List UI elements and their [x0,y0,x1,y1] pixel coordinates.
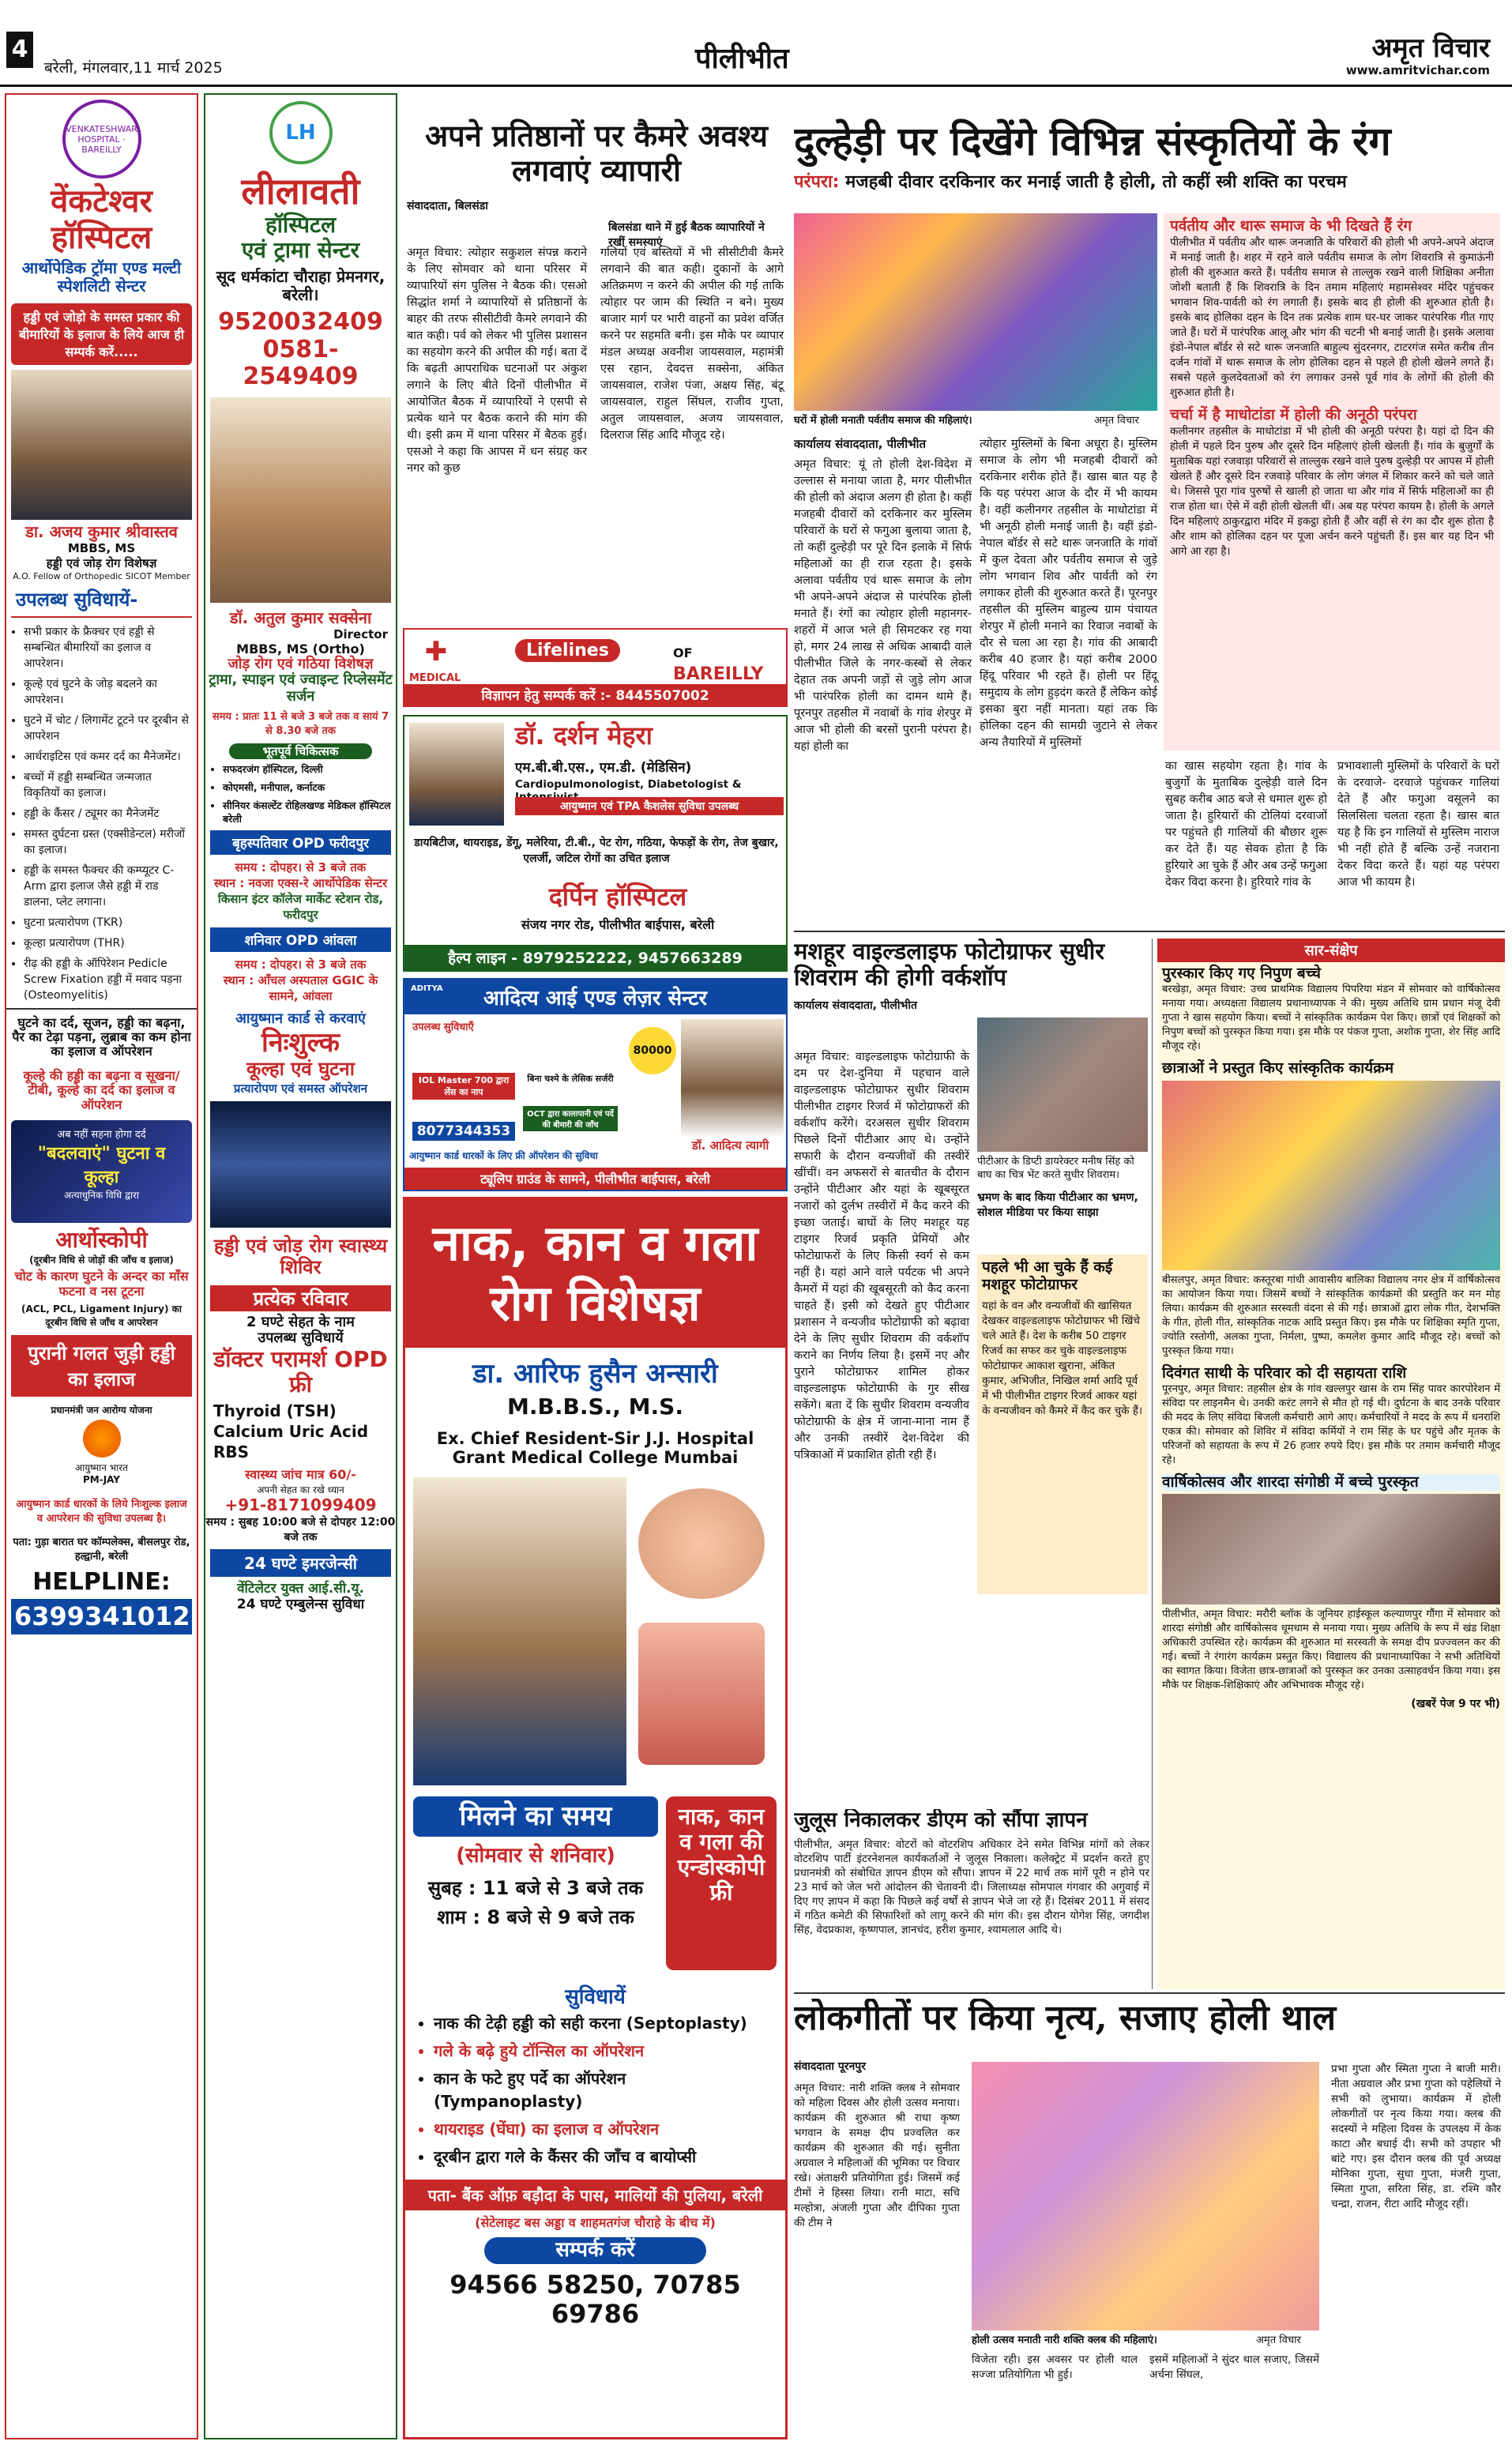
folk-photo [972,2062,1319,2330]
doctor-name: डॉ. अतुल कुमार सक्सेना [229,607,372,627]
ent-address2: (सेटेलाइट बस अड्डा व शाहमतगंज चौराहे के बीच में) [475,2215,716,2231]
story-kicker: बिलसंडा थाने में हुई बैठक व्यापारियों ने रखीं समस्याएं [608,221,765,249]
story-body-col4: प्रभावशाली मुस्लिमों के परिवारों के घरों के दरवाजे- दरवाजे पहुंचकर गालियां देते हैं और फगुआ वसूलने का सिलसिला चलता रहता है। खास बात यह है कि इन गालियों से मुस्लिम नाराज भी नहीं होते हैं बल्कि उन्हें नजराना देकर विदा करते हैं। यहां यह परंपरा आज भी कायम है। [1337,760,1499,889]
facility-item: • रीढ़ की हड्डी के ऑपिरेशन Pedicle Screw Fixation हड्डी में मवाद पड़ना (Osteomyelitis) [24,956,190,1003]
aditya-iol: IOL Master 700 द्वारा लेंस का नाप [412,1073,515,1100]
arthroscopy-text: चोट के कारण घुटने के अन्दर का माँस फटना व नस टूटना [14,1269,189,1299]
lifelines-logo: ✚ [424,636,448,668]
ent-title-line1: नाक, कान व गला [432,1214,758,1272]
aditya-address: ट्यूलिप ग्राउंड के सामने, पीलीभीत बाईपास, बरेली [404,1168,786,1190]
meet-evening: शाम : 8 बजे से 9 बजे तक [437,1906,634,1929]
pmjay-title: प्रधानमंत्री जन आरोग्य योजना [51,1404,152,1416]
story-dateline: संवाददाता, बिलसंडा [407,200,488,213]
ambulance-label: 24 घण्टे एम्बुलेन्स सुविधा [236,1597,365,1612]
camp-opd: डॉक्टर परामर्श OPD फ्री [213,1346,388,1398]
leelawati-sub2: एवं ट्रामा सेन्टर [241,237,360,264]
inset-box [977,1254,1148,1594]
meet-days: (सोमवार से शनिवार) [456,1843,615,1868]
story-headline: जुलूस निकालकर डीएम को सौंपा ज्ञापन [794,1809,1088,1832]
doctor-degree: MBBS, MS (Ortho) [236,641,365,656]
facility-item: • दूरबीन द्वारा गले के कैंसर की जाँच व बायोप्सी [434,2146,777,2169]
story-body-col1: अमृत विचार: यूं तो होली देश-विदेश में उल्लास से मनाया जाता है, मगर पीलीभीत की होली को अंदाज अलग ही होता है। कहीं मजहबी दीवारों को दरकिनार कर मुस्लिम परिवारों के घरों से फगुआ बुलाया जाता है, तो कहीं दुल्हेड़ी पर पूरे दिन इलाके में सिर्फ महिलाओं का ही राज रहता है। इसके अलावा पर्वतीय एवं थारू समाज के लोग भी अपने-अपने अंदाज से पारंपरिक होली मनाते हैं। रंगों का त्योहार होली महानगर-शहरों में आज भले ही सिमटकर रह गया हो, मगर 24 लाख से अधिक आबादी वाले पीलीभीत जिले के नगर-कस्बों से लेकर देहात तक अपनी जड़ों से जुड़े लोग आज भी पारंपरिक होली का दामन थामे हैं। पूरनपुर तहसील में नवाबों के गांव शेरपुर में आज भी होली की बरसों पुरानी परंपरा है। यहां होली का [794,458,972,753]
story-body-col2b: इसमें महिलाओं ने सुंदर थाल सजाए, जिसमें अर्चना सिंघल, [1149,2353,1319,2381]
ayushman-title: आयुष्मान कार्ड से करवाएं [235,1010,366,1027]
lifelines-of: OF [673,645,693,660]
old-fracture-title: पुरानी गलत जुड़ी हड्डी का इलाज [11,1335,192,1397]
ad-aditya [403,978,788,1191]
brief-more: (खबरें पेज 9 पर भी) [1411,1698,1500,1711]
knee-xray-image [210,1101,391,1228]
photo-credit: अमृत विचार [1256,2334,1301,2346]
brief2-body: बीसलपुर, अमृत विचार: कस्तूरबा गांधी आवासीय बालिका विद्यालय नगर क्षेत्र में वार्षिकोत्सव का आयोजन किया गया। जिसमें बच्चों ने सांस्कृतिक कार्यक्रमों की प्रस्तुति कर मन मोह लिया। कार्यक्रम की शुरुआत सरस्वती वंदना से की गई। छात्राओं द्वारा लोक गीत, देशभक्ति के गीत, होली गीत, सांस्कृतिक नाटक आदि प्रस्तुत किए। इस मौके पर शिक्षिका स्मृति गुप्ता, ज्योति रस्तोगी, अलका गुप्ता, निर्मला, पुष्पा, कमलेश कुमार आदि मौजूद रहे। बच्चों को पुरस्कृत किया गया। [1162,1273,1500,1357]
box2-body: कलीनगर तहसील के माधोटांडा में भी होली की अनूठी परंपरा है। यहां दो दिन की होली में पहले दिन पुरुष और दूसरे दिन महिलाएं होली खेलती हैं। गांव के बुजुर्गों के मुताबिक यहां रजवाड़ा परिवारों से ताल्लुक रखने वाले पुरुष दुल्हेड़ी पर आपस में होली खेलते हैं और दूसरे दिन रजवाड़े परिवार के लोग जंगल में शिकार करने को चले जाते थे। जिससे पूरा गांव पुरुषों से खाली हो जाता था और गांव में सिर्फ महिलाओं का ही राज होता था। ऐसे में वही होली खेलती थीं। अब यह परंपरा कायम है। होली के अगले दिन महिलाएं ठाकुरद्वारा मंदिर में इकट्ठा होती हैं और वहीं से रंग का दौर शुरू होता है और शाम को होलिका दहन पर पूजा अर्चन करने पहुंचती हैं। इस बार यह दिन भी आगे आ रहा है। [1170,424,1494,558]
opd2-place: स्थान : आँचल अस्पताल GGIC के सामने, आंवला [223,972,378,1003]
doctor-photo [681,1019,784,1138]
diseases-list: डायबिटीज, थायराइड, डेंगू, मलेरिया, टी.बी., पेट रोग, गठिया, फेफड़ों के रोग, तेज बुखार, एलर्जी, जटिल रोगों का उचित इलाज [414,837,779,865]
brief4-title: वार्षिकोत्सव और शारदा संगोष्ठी में बच्चे पुरस्कृत [1162,1474,1500,1491]
ayushman-text: आयुष्मान कार्ड धारकों के लिये निःशुल्क इलाज व आपरेशन की सुविधा उपलब्ध है। [16,1498,187,1525]
story-body-col2: त्योहार मुस्लिमों के बिना अधूरा है। मुस्लिम समाज के लोग भी मजहबी दीवारों को दरकिनार शरीक होते हैं। खास बात यह है कि यह परंपरा आज के दौर में भी कायम है। वहीं कलीनगर तहसील के माधोटांडा में भी अनूठी होली मनाई जाती है। वहीं इंडो-नेपाल बॉर्डर से सटे थारू जनजाति के गांवों में कुल देवता और पर्वतीय समाज से जुड़े लोग भगवान शिव और पार्वती को रंग लगाकर होली की शुरुआत करते हैं। पूरनपुर तहसील की मुस्लिम बाहुल्य ग्राम पंचायत शेरपुर में होली मनाने का रिवाज नवाबों के दौर से चला आ रहा है। गांव की आबादी करीब 40 हजार है। यहां करीब 2000 हिंदू परिवार भी रहते हैं। होली पर हिंदू समुदाय के लोग हुड़दंग करते हैं लेकिन कोई इसका बुरा नहीं मानता। यहां तक कि होलिका दहन की सामग्री जुटाने से लेकर अन्य तैयारियों में मुस्लिमों [980,438,1157,749]
ad-leelawati [204,93,397,2439]
brief2-photo [1162,1081,1500,1270]
brand-logo: अमृत विचार [1371,32,1490,64]
photo-credit: अमृत विचार [1094,415,1139,427]
hospital-name: वेंकटेश्वर हॉस्पिटल [51,183,152,256]
lifelines-brand: Lifelines [515,639,620,662]
doctor-degree: M.B.B.S., M.S. [507,1394,683,1420]
story-headline: लोकगीतों पर किया नृत्य, सजाए होली थाल [794,1999,1337,2038]
opd1-address: किसान इंटर कॉलेज मार्केट स्टेशन रोड, फरीदपुर [217,891,384,922]
facility-item: • कूल्हा प्रत्यारोपण (THR) [24,935,190,951]
story-body-col1: अमृत विचार: त्योहार सकुशल संपन्न कराने के लिए सोमवार को थाना परिसर में व्यापारियों संग पुलिस ने बैठक की। एसओ सिद्धांत शर्मा ने व्यापारियों से प्रतिष्ठानों के बाहर की तरफ सीसीटीवी कैमरे लगवाने की बात कही। पर्व को लेकर भी पुलिस प्रशासन का सहयोग करने की अपील की गई। बता दें कि बढ़ती आपराधिक घटनाओं पर अंकुश लगाने के लिए बीते दिनों पीलीभीत में आयोजित बैठक में व्यापारियों ने एसपी से प्रत्येक थाने पर बैठक कराने की मांग की थी। इसी क्रम में थाना परिसर में बैठक हुई। एसओ ने कहा कि आपस में धन संग्रह कर नगर को कुछ [407,246,587,475]
ad-ent [403,1197,788,2439]
ad-lifelines [403,628,788,707]
free-sub: प्रत्यारोपण एवं समस्त ऑपरेशन [233,1081,368,1096]
aditya-lasik: बिना चश्मे के लेसिक सर्जरी [527,1074,614,1084]
brief2-title: छात्राओं ने प्रस्तुत किए सांस्कृतिक कार्यक्रम [1162,1059,1394,1077]
subheadline-label: परंपरा: [794,171,840,192]
brief1-title: पुरस्कार किए गए निपुण बच्चे [1162,965,1321,982]
story-headline: मशहूर वाइल्डलाइफ फोटोग्राफर सुधीर शिवराम की होगी वर्कशॉप [794,939,1105,991]
story-body-col1: अमृत विचार: नारी शक्ति क्लब ने सोमवार को महिला दिवस और होली उत्सव मनाया। कार्यक्रम की शुरुआत श्री राधा कृष्ण भगवान के समक्ष दीप प्रज्वलित कर कार्यक्रम की शुरुआत की गई। सुनीता अग्रवाल ने महिलाओं की भूमिका पर विचार रखे। अंताक्षरी प्रतियोगिता हुई। जिसमें कई टीमों ने हिस्सा लिया। रानी माटा, सचि मल्होत्रा, अंजली गुप्ता और दीपिका गुप्ता की टीम ने [794,2082,960,2229]
brief4-photo [1162,1494,1500,1604]
box2-title: चर्चा में है माधोटांडा में होली की अनूठी परंपरा [1170,405,1417,423]
facility-item: • गले के बढ़े हुये टॉन्सिल का ऑपरेशन [434,2040,777,2063]
doctor-name: डॉ. आदित्य त्यागी [691,1138,769,1153]
brief-title: सार-संक्षेप [1157,939,1505,962]
doctor-spec2: ट्रामा, स्पाइन एवं ज्वाइन्ट रिप्लेसमेंट सर्जन [209,671,393,705]
masthead [0,0,1512,87]
emergency-label: 24 घण्टे इमरजेन्सी [210,1549,391,1577]
inset-body: यहां के वन और वन्यजीवों की खासियत देखकर वाइल्डलाइफ फोटोग्राफर भी खिंचे चले आते हैं। देश के करीब 50 टाइगर रिजर्व का सफर कर चुके वाइल्डलाइफ फोटोग्राफर आकाश खुराना, अंकित कुमार, अभिजीत, निखिल शर्मा आदि पूर्व में भी पीलीभीत टाइगर रिजर्व आकर यहां के वन्यजीवन को कैमरे में कैद कर चुके हैं। [982,1299,1143,1417]
hospital-address: पता: गुड़ा बारात घर कॉम्पलेक्स, बीसलपुर रोड, हल्द्वानी, बरेली [13,1536,190,1563]
photo-caption: घरों में होली मनाती पर्वतीय समाज की महिलाएं। [794,415,972,427]
meet-morning: सुबह : 11 बजे से 3 बजे तक [427,1876,644,1899]
story-headline: अपने प्रतिष्ठानों पर कैमरे अवश्य लगवाएं व्यापारी [425,118,768,188]
story-body: अमृत विचार: वाइल्डलाइफ फोटोग्राफी के दम पर देश-दुनिया में पहचान वाले वाइल्डलाइफ फोटोग्राफर सुधीर शिवराम पीलीभीत टाइगर रिजर्व में फोटोग्राफरों की वर्कशॉप करेंगे। दरअसल सुधीर शिवराम पिछले दिनों पीटीआर आए थे। उन्होंने सफारी के दौरान वन्यजीवों की तस्वीरें खींचीं। वन अफसरों से बातचीत के दौरान उन्होंने पीटीआर और यहां के खूबसूरत नजारों को दुर्लभ तस्वीरों में कैद करने की इच्छा जताई। बाघों के लिए मशहूर यह टाइगर रिजर्व प्रकृति प्रेमियों और फोटोग्राफरों के लिए किसी स्वर्ग से कम नहीं है। यहां आने वाले पर्यटक भी अपने कैमरों में यहां की खूबसूरती को कैद करना चाहते हैं। इसी को देखते हुए पीटीआर प्रशासन ने वन्यजीव फोटोग्राफी को बढ़ावा देने के लिए सुधीर शिवराम की वर्कशॉप कराने का निर्णय लिया है। इसमें नए और पुराने फोटोग्राफर शामिल होकर वाइल्डलाइफ फोटोग्राफी के गुर सीख सकेंगे। बता दें कि सुधीर शिवराम वन्यजीव फोटोग्राफी के क्षेत्र में जाना-माना नाम हैं और उनकी तस्वीरें देश-विदेश की पत्रिकाओं में प्रकाशित होती रही हैं। [794,1051,969,1461]
aditya-phone: 8077344353 [412,1122,515,1141]
aditya-offer: आयुष्मान कार्ड धारकों के लिए फ्री ऑपरेशन की सुविधा [409,1150,598,1161]
meet-title: मिलने का समय [413,1796,658,1837]
aditya-oct: OCT द्वारा कालापानी एवं पर्दे की बीमारी की जाँच [523,1106,618,1131]
aditya-logo: ADITYA [411,984,443,993]
story-dateline: संवाददाता पूरनपुर [794,2060,866,2073]
dateline: बरेली, मंगलवार,11 मार्च 2025 [44,59,223,77]
endoscopy-free-badge: नाक, कान व गला की एन्डोस्कोपी फ्री [666,1796,777,1970]
tests-time: समय : सुबह 10:00 बजे से दोपहर 12:00 बजे तक [205,1516,396,1544]
story-traders [407,118,786,577]
box1-title: पर्वतीय और थारू समाज के भी दिखते हैं रंग [1170,217,1412,235]
former-item: • सीनियर कंसल्टेंट रोहिलखण्ड मेडिकल हॉस्पिटल बरेली [223,799,396,826]
doctor-photo [210,397,391,603]
ent-title-line2: रोग विशेषज्ञ [490,1274,701,1332]
facility-item: • बच्चों में हड्डी सम्बन्धित जन्मजात विकृतियों का इलाज। [24,769,190,801]
section-title: पीलीभीत [695,43,789,75]
camp-facilities: उपलब्ध सुविधायें [258,1330,344,1347]
knee-badge-line: अब नहीं सहना होगा दर्द [57,1128,146,1141]
camp-title: हड्डी एवं जोड़ रोग स्वास्थ्य शिविर [213,1234,388,1279]
free-line: कूल्हा एवं घुटना [246,1057,355,1080]
doctor-name: डा. अजय कुमार श्रीवास्तव [25,522,178,541]
story-body-col3: का खास सहयोग रहता है। गांव के बुजुर्गों के मुताबिक दुल्हेड़ी वाले दिन सुबह करीब आठ बजे से धमाल शुरू हो जाता है। हुरियारों की टोलियां दरवाजों पर पहुंचते ही गालियों की बौछार शुरू कर देते हैं। यह सेवक होता है कि हुरियारे आ चुके हैं और अब उन्हें फगुआ देकर विदा करना है। हुरियारे गांव के [1165,760,1327,889]
tests-list: Thyroid (TSH) Calcium Uric Acid RBS [213,1401,369,1462]
hip-text: कूल्हे की हड्डी का बढ़ना व सूखना/ टीबी, कूल्हे का दर्द का इलाज व ऑपरेशन [23,1067,180,1112]
arthroscopy-ligament: (ACL, PCL, Ligament Injury) का दूरबीन विधि से जाँच व आपरेशन [21,1303,182,1328]
story-body: पीलीभीत, अमृत विचार: वोटरों को वोटरशिप अधिकार देने समेत विभिन्न मांगों को लेकर वोटरशिप पार्टी इंटरनेशनल कार्यकर्ताओं ने जुलूस निकाला। कलेक्ट्रेट में प्रदर्शन करते हुए प्रधानमंत्री को संबोधित ज्ञापन डीएम को सौंपा। ज्ञापन में 22 मार्च तक मांगें पूरी न होने पर 23 मार्च को जेल भरो आंदोलन की चेतावनी दी। जिलाध्यक्ष सोमपाल गंगवार की अगुवाई में दिए गए ज्ञापन में कहा कि पिछले कई वर्षों से ज्ञापन भेजे जा रहे हैं। दिसंबर 2011 में संसद में गठित कमेटी की सिफारिशों को लागू करने की मांग की। इस दौरान योगेश सिंह, जगदीश सिंह, वेदप्रकाश, कृष्णपाल, ज्ञानचंद, हरीश कुमार, श्यामलाल आदि थे। [794,1838,1149,1936]
divider [1152,939,1153,1989]
camp-sub: 2 घण्टे सेहत के नाम [246,1313,355,1330]
leelawati-logo: LH [269,101,333,164]
aditya-avail: उपलब्ध सुविधाएँ [412,1021,474,1033]
doctor-photo [11,370,192,520]
story-body-col2: गलियों एवं बस्तियों में भी सीसीटीवी कैमरे लगवाने की बात कही। दुकानों के आगे अतिक्रमण न करने की अपील की गई ताकि त्योहार पर जाम की स्थिति न बने। मुख्य बाजार मार्ग पर भारी वाहनों का प्रवेश वर्जित करने पर सहमति बनी। इस मौके पर व्यापार मंडल अध्यक्ष अवनीश जायसवाल, महामंत्री एस रहान, देवदत्त सक्सेना, अंकित जायसवाल, राजेश पंजा, अक्षय सिंह, बंटू जायसवाल, राहुल सिंघल, राजीव गुप्ता, अतुल जायसवाल, अजय जायसवाल, दिलराज सिंह आदि मौजूद रहे। [600,246,784,442]
story-dateline: कार्यालय संवाददाता, पीलीभीत [794,437,927,451]
facility-item: • घुटने में चोट / लिगामेंट टूटने पर दूरबीन से आपरेशन [24,713,190,744]
contact-label: सम्पर्क करें [484,2237,706,2264]
facilities-list [6,624,197,1003]
leelawati-name: लीलावती [241,170,360,213]
brief-section [1157,939,1505,1989]
brief4-body: पीलीभीत, अमृत विचार: मरौरी ब्लॉक के जूनियर हाईस्कूल कल्याणपुर गौंगा में सोमवार को शारदा संगोष्ठी और वार्षिकोत्सव धूमधाम से मनाया गया। मुख्य अतिथि के रूप में खंड शिक्षा अधिकारी उपस्थित रहे। कार्यक्रम की शुरुआत मां सरस्वती के समक्ष दीप प्रज्ज्वलन कर की गई। बच्चों ने रंगारंग कार्यक्रम प्रस्तुत किए। विद्यालय की प्रधानाध्यापिका ने सभी अतिथियों का स्वागत किया। विजेता छात्र-छात्राओं को पुरस्कृत कर उनका उत्साहवर्धन किया गया। इस मौके पर शिक्षक-शिक्षिकाएं और अभिभावक मौजूद रहे। [1162,1608,1500,1692]
facility-item: • समस्त दुर्घटना ग्रस्त (एक्सीडेन्टल) मरीजों का इलाज। [24,826,190,858]
story-kicker: भ्रमण के बाद किया पीटीआर का भ्रमण, सोशल मीडिया पर किया साझा [977,1191,1138,1219]
doctor-photo [409,723,504,826]
aditya-price: 80000 [629,1027,676,1074]
photo-caption: पीटीआर के डिप्टी डायरेक्टर मनीष सिंह को बाघ का चित्र भेंट करते सुधीर शिवराम। [977,1156,1134,1181]
doctor-timing: समय : प्रातः 11 से बजे 3 बजे तक व सायं 7 से 8.30 बजे तक [212,710,389,737]
arthroscopy-sub: (दूरबीन विधि से जोड़ों की जाँच व इलाज) [29,1254,174,1266]
facilities-title: उपलब्ध सुविधायें- [11,581,192,618]
pmjay-tag: PM-JAY [82,1473,120,1485]
story-photographer [794,939,1149,1744]
lifelines-contact: विज्ञापन हेतु सम्पर्क करें :- 8445507002 [404,684,786,705]
hospital-helpline: हैल्प लाइन - 8979252222, 9457663289 [404,945,786,970]
facility-item: • आर्थराइटिस एवं कमर दर्द का मैनेजमेंट। [24,749,190,765]
hospital-address: संजय नगर रोड, पीलीभीत बाईपास, बरेली [521,917,715,932]
ad-venkateshwar [5,93,198,2439]
arthroscopy-title: आर्थोस्कोपी [55,1226,148,1253]
story-dateline: कार्यालय संवाददाता, पीलीभीत [794,999,917,1012]
holi-photo [794,213,1157,411]
doctor-degree: एम.बी.बी.एस., एम.डी. (मेडिसिन) [515,760,692,776]
doctor-degree: MBBS, MS [67,541,136,555]
ent-title [405,1199,785,1348]
tests-price: स्वास्थ्य जांच मात्र 60/- [245,1467,356,1483]
hospital-name: दर्पिन हॉस्पिटल [548,882,687,912]
opd1-place: स्थान : नवजा एक्स-रे आर्थोपेडिक सेन्टर [213,875,388,890]
doctor-experience: Ex. Chief Resident-Sir J.J. Hospital Grant Medical College Mumbai [436,1429,754,1468]
doctor-spec1: जोड़ रोग एवं गठिया विशेषज्ञ [228,655,374,672]
leelawati-phone1: 9520032409 [218,308,383,337]
knee-badge-title: "बदलवाएं" घुटना व कूल्हा [37,1143,166,1187]
leelawati-address: सूद धर्मकांटा चौराहा प्रेमनगर, बरेली। [216,267,386,305]
facility-item: • हड्डी के समस्त फैक्चर की कम्प्यूटर C-Arm द्वारा इलाज जैसे हड्डी में राड डालना, प्लेट लगाना। [24,863,190,910]
helpline-label: HELPLINE: [32,1567,171,1596]
lifelines-city: BAREILLY [673,664,764,684]
doctor-photo [413,1477,626,1785]
facility-item: • घुटना प्रत्यारोपण (TKR) [24,915,190,931]
leelawati-phone2: 0581-2549409 [243,335,359,391]
story-subheadline [794,169,1505,193]
inset-title: पहले भी आ चुके हैं कई मशहूर फोटोग्राफर [982,1258,1113,1293]
facility-item: • हड्डी के कैंसर / ट्यूमर का मैनेजमेंट [24,806,190,822]
brand-url: www.amritvichar.com [1345,63,1490,77]
doctor-name: डॉ. दर्शन मेहरा [515,720,653,750]
opd2-time: समय : दोपहर। से 3 बजे तक [235,957,367,972]
doctor-fellow: A.O. Fellow of Orthopedic SICOT Member [13,571,190,581]
ear-icon [638,1488,765,1599]
knee-banner [11,1120,192,1223]
hospital-tagline: हड्डी एवं जोड़ो के समस्त प्रकार की बीमारियों के इलाज के लिये आज ही सम्पर्क करें..... [11,303,192,365]
helpline-number: 6399341012 [11,1599,192,1634]
brief3-body: पूरनपुर, अमृत विचार: तहसील क्षेत्र के गांव खल्लपुर खास के राम सिंह पावर कारपोरेशन में संविदा पर लाइनमैन थे। उनकी करंट लगने से मौत हो गई थी। दुर्घटना के बाद उनके परिवार की मदद के लिए संविदा बिजली कर्मचारी आगे आए। कर्मचारियों ने मदद के रूप में धनराशि एकत्र की। सोमवार को शिविर में संविदा कर्मियों ने राम सिंह के घर पहुंचे और मृतक के परिजनों को सहायता के रूप में 26 हजार रुपये दिए। इस मौके पर तमाम कर्मचारी मौजूद रहे। [1162,1382,1500,1466]
story-holi [794,118,1505,924]
story-folk [794,1999,1505,2439]
photographer-photo [977,1017,1148,1152]
camp-day: प्रत्येक रविवार [210,1285,391,1311]
subheadline-text: मजहबी दीवार दरकिनार कर मनाई जाती है होली, तो कहीं स्त्री शक्ति का परचम [845,171,1347,192]
story-headline: दुल्हेड़ी पर दिखेंगे विभिन्न संस्कृतियों के रंग [794,118,1391,164]
leelawati-sub1: हॉस्पिटल [265,211,337,238]
opd1-time: समय : दोपहर। से 3 बजे तक [235,860,367,875]
hospital-logo: VENKATESHWAR HOSPITAL · BAREILLY [62,100,141,179]
opd1-title: बृहस्पतिवार OPD फरीदपुर [210,830,391,855]
former-item: • कोएमसी, मनीपाल, कर्नाटक [223,781,396,794]
facility-item: • कूल्हे एवं घुटने के जोड़ बदलने का आपरेशन। [24,676,190,708]
free-label: निःशुल्क [261,1026,340,1059]
facility-item: • थायराइड (घेंघा) का इलाज व ऑपरेशन [434,2118,777,2141]
doctor-spec: हड्डी एवं जोड़ रोग विशेषज्ञ [46,556,157,570]
ventilator-label: वेंटिलेटर युक्त आई.सी.यू. [237,1581,364,1597]
page-number: 4 [6,32,33,68]
ent-address: पता- बैंक ऑफ़ बड़ौदा के पास, मालियों की पुलिया, बरेली [405,2180,785,2210]
doctor-spec: Cardiopulmonologist, Diabetologist & [515,778,742,791]
story-body-col3: प्रभा गुप्ता और स्मिता गुप्ता ने बाजी मारी। नीता अग्रवाल और प्रभा गुप्ता को पहेलियों ने सभी को लुभाया। कार्यक्रम में होली लोकगीतों पर नृत्य किया गया। क्लब की सदस्यों ने महिला दिवस के उपलक्ष्य में केक काटा और बधाई दी। सभी को उपहार भी बांटे गए। इस दौरान क्लब की पूर्व अध्यक्ष मोनिका गुप्ता, सुधा गुप्ता, मंजरी गुप्ता, स्मिता गुप्ता, सरिता सिंह, डा. रश्मि कौर चन्द्रा, राजन, रीटा आदि मौजूद रहीं। [1331,2063,1501,2210]
facilities-list [405,2009,785,2176]
contact-phones: 94566 58250, 70785 69786 [449,2270,741,2330]
former-title: भूतपूर्व चिकित्सक [229,743,372,759]
pain-text: घुटने का दर्द, सूजन, हड्डी का बढ़ना, पैर का टेढ़ा पड़ना, लुब्राब का कम होना का इलाज व ऑपरेशन [6,1008,197,1066]
former-list [205,762,396,826]
meet-box [413,1796,658,1978]
ad-darpan [403,715,788,972]
photo-caption: होली उत्सव मनाती नारी शक्ति क्लब की महिलाएं। [972,2334,1157,2346]
pmjay-sub: आयुष्मान भारत [74,1461,129,1473]
aditya-name: आदित्य आई एण्ड लेज़र सेन्टर [404,980,786,1014]
divider [794,931,1505,932]
knee-badge-sub: अत्याधुनिक विधि द्वारा [63,1189,139,1201]
pmjay-logo [47,1403,157,1490]
facility-item: • कान के फटे हुए पर्दे का ऑपरेशन (Tympanoplasty) [434,2067,777,2113]
tests-phone-label: अपनी सेहत का रखे ध्यान [257,1484,344,1496]
hospital-subtitle: आर्थोपेडिक ट्रॉमा एण्ड मल्टी स्पेशलिटी सेन्टर [21,258,182,295]
brief3-title: दिवंगत साथी के परिवार को दी सहायता राशि [1162,1364,1407,1382]
opd2-title: शनिवार OPD आंवला [210,927,391,952]
sidebar-box [1164,213,1500,750]
facility-item: • सभी प्रकार के फ्रैक्चर एवं हड्डी से सम्बन्धित बीमारियों का इलाज व आपरेशन। [24,624,190,671]
box1-body: पीलीभीत में पर्वतीय और थारू जनजाति के परिवारों की होली भी अपने-अपने अंदाज में मनाई जाती है। शहर में रहने वाले पर्वतीय समाज के लोग शिवरात्रि से कुमाऊंनी होली की शुरुआत करते हैं। पर्वतीय समाज से ताल्लुक रखने वाली शिक्षिका अनीता जोशी बताती हैं कि शिवरात्रि के दिन तमाम महिलाएं महामसेश्वर मंदिर पहुंचकर भगवान शिव-पार्वती को रंग लगाती हैं। इसके बाद ही होली की शुरुआत होती है। इसके बाद होलिका दहन के दिन तक प्रत्येक शाम घर-घर जाकर पारंपरिक गीत गाए जाते हैं। घरों में पारंपरिक आलू और भांग की चटनी भी बनाई जाती है। इसके अलावा इंडो-नेपाल बॉर्डर से सटे थारू जनजाति बाहुल्य सुंदरनगर, टाटरगंज समेत करीब तीन दर्जन गांवों में थारू समाज के लोग होलिका दहन से पहले ही होली खेलने लगते हैं। सबसे पहले कुलदेवताओं को रंग लगाकर उनसे पूर्व गांव के लोगों की होली की शुरुआत होती है। [1170,235,1494,399]
brief1-body: बरखेड़ा, अमृत विचार: उच्च प्राथमिक विद्यालय पिपरिया मंडन में सोमवार को वार्षिकोत्सव मनाया गया। अध्यक्षता विद्यालय प्रधानाध्यापक ने की। मुख्य अतिथि ग्राम प्रधान मंजू देवी गुप्ता ने खास सहयोग किया। बच्चों ने सांस्कृतिक कार्यक्रम पेश किए। छात्रों एवं शिक्षकों को निपुण बच्चों को पुरस्कृत किया गया। इस मौके पर पंकज गुप्ता, अशोक गुप्ता, शेर सिंह आदि मौजूद रहे। [1162,983,1500,1052]
doctor-role: Director [333,626,388,641]
lifelines-tag: MEDICAL [409,672,461,684]
ayushman-banner: आयुष्मान एवं TPA कैशलेस सुविधा उपलब्ध [515,797,784,815]
tests-phone: +91-8171099409 [224,1495,377,1515]
former-item: • सफदरजंग हॉस्पिटल, दिल्ली [223,762,396,776]
throat-icon [638,1623,765,1765]
doctor-name: डा. आरिफ हुसैन अन्सारी [472,1358,718,1390]
facility-item: • नाक की टेढ़ी हड्डी को सही करना (Septoplasty) [434,2012,777,2035]
divider [794,1992,1505,1994]
story-body-col2a: विजेता रही। इस अवसर पर होली थाल सज्जा प्रतियोगिता भी हुई। [972,2353,1138,2381]
facilities-title: सुविधायें [565,1984,626,2009]
story-dm [794,1809,1149,1983]
